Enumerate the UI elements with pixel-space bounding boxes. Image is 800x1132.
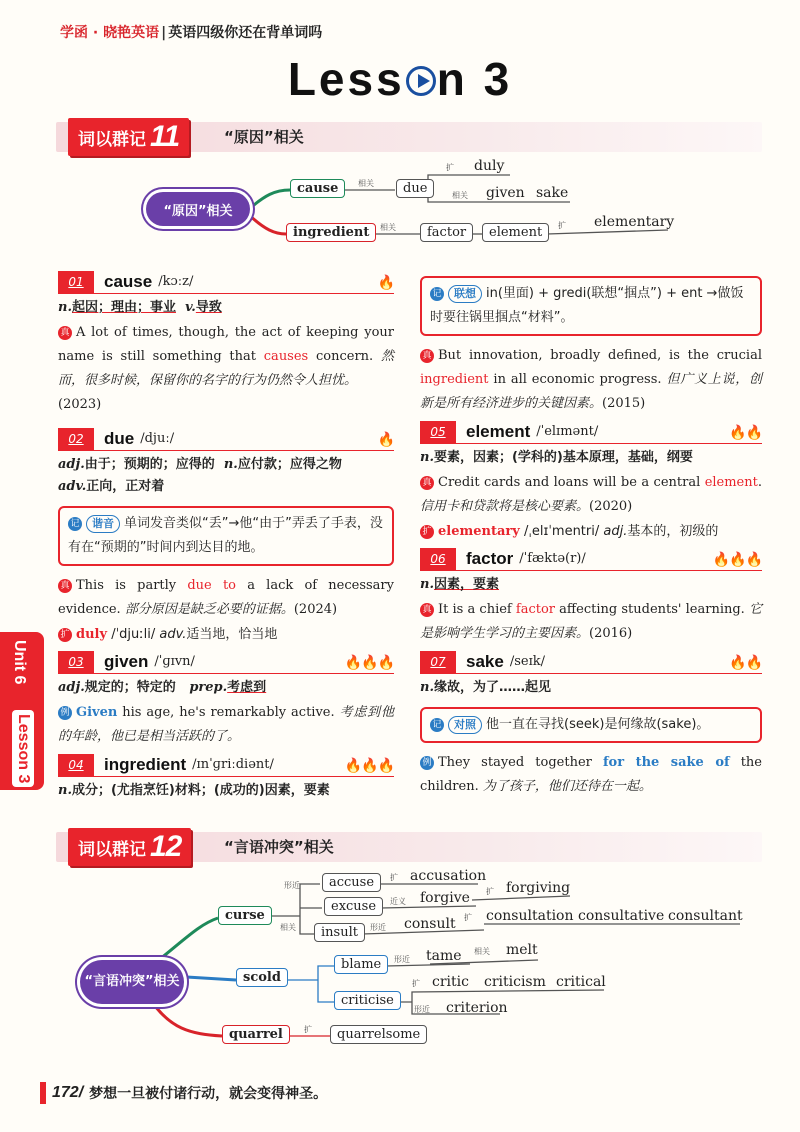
example-sentence: [420, 344, 762, 416]
footer-bar: [40, 1082, 46, 1104]
meaning: 导致: [195, 300, 222, 315]
part-of-speech: v.: [185, 300, 196, 315]
extension-word: elementary: [438, 524, 520, 539]
node-criticism: criticism: [484, 974, 546, 990]
node-insult: insult: [314, 923, 365, 942]
entry-number: 04: [58, 754, 94, 776]
part-of-speech: adj.: [603, 524, 628, 539]
meaning: 因素，要素: [433, 577, 499, 592]
frequency-fire-icon: 🔥🔥: [729, 425, 762, 441]
frequency-fire-icon: 🔥: [377, 275, 394, 291]
node-cause: cause: [290, 179, 345, 198]
exam-year: (2024): [293, 602, 338, 617]
exam-year: (2015): [602, 396, 646, 411]
example-sentence: [420, 598, 762, 646]
exam-badge-icon: 真: [420, 603, 434, 617]
example-sentence: [420, 751, 762, 799]
frequency-fire-icon: 🔥🔥🔥: [344, 758, 394, 774]
example-sentence: [58, 321, 394, 417]
example-en: It is a chief: [438, 602, 516, 617]
node-given: given: [486, 185, 525, 201]
part-of-speech: n.: [223, 457, 238, 472]
example-sentence: [58, 574, 394, 622]
entry-number: 05: [420, 421, 456, 443]
extension-meaning: 基本的，初级的: [627, 524, 719, 539]
footer-motto: 梦想一旦被付诸行动，就会变得神圣。: [89, 1086, 328, 1102]
memory-label: 谐音: [86, 515, 120, 533]
rel-label: 近义: [390, 897, 406, 906]
node-sake: sake: [536, 185, 569, 201]
part-of-speech: adv.: [159, 627, 187, 642]
node-quarrelsome: quarrelsome: [330, 1025, 427, 1044]
node-forgiving: forgiving: [506, 880, 571, 896]
node-accusation: accusation: [410, 868, 487, 884]
side-tab-unit: Unit 6: [11, 640, 28, 685]
node-consultative: consultative: [578, 908, 665, 924]
mindmap-11-connectors: [0, 150, 800, 260]
part-of-speech: n.: [58, 783, 72, 798]
node-critic: critic: [432, 974, 469, 990]
entry-due: [58, 427, 394, 451]
phonetic: /ˈfæktə(r)/: [519, 551, 586, 566]
memory-label: 联想: [448, 285, 482, 303]
play-icon[interactable]: [406, 66, 436, 96]
exam-badge-icon: 真: [420, 476, 434, 490]
extension: [420, 521, 762, 543]
node-ingredient: ingredient: [286, 223, 376, 242]
node-criterion: criterion: [446, 1000, 508, 1016]
group-tag-number: 12: [150, 830, 182, 863]
page-footer: [40, 1082, 327, 1104]
frequency-fire-icon: 🔥🔥🔥: [344, 655, 394, 671]
right-column: [420, 276, 762, 799]
group-tag-text: 词以群记: [78, 839, 146, 860]
example-highlight: causes: [263, 349, 309, 364]
definition: [420, 574, 762, 596]
node-consultant: consultant: [668, 908, 743, 924]
exam-badge-icon: 真: [58, 326, 72, 340]
entry-element: [420, 420, 762, 444]
rel-label: 扩: [464, 913, 472, 922]
node-elementary: elementary: [594, 214, 675, 230]
phonetic: /ɪnˈɡriːdiənt/: [192, 757, 274, 772]
example-badge-icon: 例: [420, 756, 434, 770]
rel-label: 形近: [284, 881, 300, 890]
node-melt: melt: [506, 942, 538, 958]
example-highlight: for the sake of: [602, 755, 730, 770]
header-separator: |: [161, 25, 167, 41]
exam-year: (2023): [58, 397, 102, 412]
meaning: 要素，因素；(学科的)基本原理，基础，纲要: [433, 450, 693, 465]
memory-badge-icon: 记: [68, 517, 82, 531]
meaning: 正向，正对着: [86, 479, 165, 494]
part-of-speech: n.: [420, 577, 434, 592]
part-of-speech: adv.: [58, 479, 87, 494]
example-cn: 部分原因是缺乏必要的证据。: [124, 602, 294, 617]
group-12-topic: “言语冲突”相关: [224, 838, 334, 856]
part-of-speech: adj.: [58, 457, 85, 472]
meaning: 起因；理由；事业: [71, 300, 176, 315]
extension-meaning: 适当地，恰当地: [186, 627, 278, 642]
example-cn: 考虑到他的年龄，他已是相当活跃的了。: [58, 705, 394, 744]
rel-label: 相关: [358, 179, 374, 188]
entry-number: 01: [58, 271, 94, 293]
part-of-speech: prep.: [189, 680, 228, 695]
extension-phonetic: /ˈdjuːli/: [111, 627, 156, 642]
title-part-2: n 3: [436, 53, 513, 105]
rel-label: 相关: [380, 223, 396, 232]
extension-word: duly: [76, 627, 108, 642]
rel-label: 相关: [452, 191, 468, 200]
entry-number: 06: [420, 548, 456, 570]
rel-label: 形近: [394, 955, 410, 964]
memory-badge-icon: 记: [430, 287, 444, 301]
headword: factor: [466, 549, 514, 568]
headword: element: [466, 422, 531, 441]
memory-label: 对照: [448, 716, 482, 734]
node-tame: tame: [426, 948, 462, 964]
extension-phonetic: /ˌelɪˈmentri/: [523, 524, 600, 539]
example-cn: 但广义上说，创新是所有经济进步的关键因素。: [420, 372, 762, 411]
example-en: affecting students' learning.: [555, 602, 745, 617]
group-11-banner: [56, 122, 762, 152]
memory-text: 他一直在寻找(seek)是何缘故(sake)。: [486, 717, 710, 732]
entry-factor: [420, 547, 762, 571]
example-en: the children.: [420, 755, 762, 794]
entry-number: 07: [420, 651, 456, 673]
example-highlight: element: [704, 475, 758, 490]
exam-badge-icon: 真: [58, 579, 72, 593]
exam-year: (2016): [589, 626, 633, 641]
definition: [58, 297, 394, 319]
entry-number: 03: [58, 651, 94, 673]
node-blame: blame: [334, 955, 388, 974]
mindmap-12-center: “言语冲突”相关: [80, 960, 184, 1004]
side-tab-lesson: Lesson 3: [12, 710, 34, 787]
group-tag-text: 词以群记: [78, 129, 146, 150]
mindmap-12: [0, 864, 800, 1064]
frequency-fire-icon: 🔥🔥: [729, 655, 762, 671]
memory-text: 单词发音类似“丢”→他“由于”弄丢了手表，没有在“预期的”时间内到达目的地。: [68, 516, 383, 555]
example-sentence: [58, 701, 394, 749]
mindmap-11-center: “原因”相关: [146, 192, 250, 226]
node-consultation: consultation: [486, 908, 574, 924]
part-of-speech: n.: [420, 450, 434, 465]
memory-tip: [420, 276, 762, 336]
rel-label: 相关: [474, 947, 490, 956]
node-element: element: [482, 223, 549, 242]
extension-badge-icon: 扩: [58, 628, 72, 642]
example-cn: 信用卡和贷款将是核心要素。: [420, 499, 590, 514]
example-en: Credit cards and loans will be a central: [438, 475, 705, 490]
group-11-topic: “原因”相关: [224, 128, 304, 146]
example-en: This is partly: [76, 578, 188, 593]
definition: [420, 447, 762, 469]
part-of-speech: adj.: [58, 680, 85, 695]
group-tag-number: 11: [150, 120, 180, 153]
definition: [58, 677, 394, 699]
memory-tip: [420, 707, 762, 743]
example-en: his age, he's remarkably active.: [117, 705, 335, 720]
example-en: a lack of necessary evidence.: [58, 578, 394, 617]
example-sentence: [420, 471, 762, 519]
rel-label: 扩: [390, 873, 398, 882]
example-highlight: ingredient: [420, 372, 489, 387]
entry-sake: [420, 650, 762, 674]
series-name: 英语四级你还在背单词吗: [168, 25, 323, 41]
extension-badge-icon: 扩: [420, 525, 434, 539]
definition: [420, 677, 762, 699]
rel-label: 扩: [486, 887, 494, 896]
meaning: 规定的；特定的: [84, 680, 176, 695]
node-forgive: forgive: [420, 890, 470, 906]
meaning: 成分；(尤指烹饪)材料；(成功的)因素，要素: [71, 783, 330, 798]
brand-name: 学函 · 晓艳英语: [60, 25, 160, 41]
node-excuse: excuse: [324, 897, 383, 916]
example-en: concern.: [308, 349, 374, 364]
group-12-banner: [56, 832, 762, 862]
node-curse: curse: [218, 906, 272, 925]
page-number: 172/: [52, 1084, 84, 1101]
entry-cause: [58, 270, 394, 294]
exam-year: (2020): [589, 499, 633, 514]
phonetic: /kɔːz/: [158, 274, 194, 289]
frequency-fire-icon: 🔥: [377, 432, 394, 448]
extension: [58, 624, 394, 646]
example-en: They stayed together: [438, 755, 603, 770]
example-en: in all economic progress.: [488, 372, 662, 387]
memory-badge-icon: 记: [430, 718, 444, 732]
rel-label: 形近: [370, 923, 386, 932]
node-factor: factor: [420, 223, 473, 242]
frequency-fire-icon: 🔥🔥🔥: [712, 552, 762, 568]
example-highlight: factor: [515, 602, 555, 617]
exam-badge-icon: 真: [420, 349, 434, 363]
group-12-tag: [68, 828, 191, 866]
headword: cause: [104, 272, 153, 291]
node-consult: consult: [404, 916, 456, 932]
example-cn: 然而，很多时候，保留你的名字的行为仍然令人担忧。: [58, 349, 394, 388]
part-of-speech: n.: [58, 300, 72, 315]
memory-text: in(里面) + gredi(联想“掴点”) + ent →做饭时要往锅里掴点“材料”。: [430, 286, 744, 325]
node-criticise: criticise: [334, 991, 401, 1010]
example-cn: 它是影响学生学习的主要因素。: [420, 602, 762, 641]
headword: ingredient: [104, 755, 187, 774]
meaning: 由于；预期的；应得的: [84, 457, 215, 472]
node-due: due: [396, 179, 434, 198]
node-quarrel: quarrel: [222, 1025, 290, 1044]
node-accuse: accuse: [322, 873, 381, 892]
phonetic: /djuː/: [140, 431, 175, 446]
headword: due: [104, 429, 135, 448]
headword: sake: [466, 652, 504, 671]
rel-label: 扩: [558, 221, 566, 230]
node-duly: duly: [474, 158, 505, 174]
node-critical: critical: [556, 974, 606, 990]
entry-ingredient: [58, 753, 394, 777]
page-title: [0, 52, 800, 106]
rel-label: 相关: [280, 923, 296, 932]
example-en: A lot of times, though, the act of keeping your name is still something that: [58, 325, 394, 364]
entry-number: 02: [58, 428, 94, 450]
example-highlight: due to: [187, 578, 236, 593]
node-scold: scold: [236, 968, 288, 987]
example-badge-icon: 例: [58, 706, 72, 720]
left-column: [58, 266, 394, 802]
definition: [58, 780, 394, 802]
example-cn: 为了孩子，他们还待在一起。: [482, 779, 652, 794]
meaning: 考虑到: [227, 680, 267, 695]
entry-given: [58, 650, 394, 674]
headword: given: [104, 652, 149, 671]
unit-side-tab[interactable]: [0, 632, 44, 790]
rel-label: 形近: [414, 1005, 430, 1014]
rel-label: 扩: [304, 1025, 312, 1034]
meaning: 缘故，为了……起见: [433, 680, 551, 695]
rel-label: 扩: [446, 163, 454, 172]
phonetic: /ˈɡɪvn/: [154, 654, 195, 669]
phonetic: /ˈelɪmənt/: [536, 424, 599, 439]
title-part-1: Less: [287, 53, 405, 105]
example-en: .: [757, 475, 762, 490]
example-en: But innovation, broadly defined, is the crucial: [438, 348, 762, 363]
definition: [58, 454, 394, 498]
part-of-speech: n.: [420, 680, 434, 695]
memory-tip: [58, 506, 394, 566]
rel-label: 扩: [412, 979, 420, 988]
phonetic: /seɪk/: [509, 654, 545, 669]
running-header: [60, 22, 322, 42]
example-highlight: Given: [76, 705, 118, 720]
meaning: 应付款；应得之物: [237, 457, 342, 472]
mindmap-11: [0, 150, 800, 260]
